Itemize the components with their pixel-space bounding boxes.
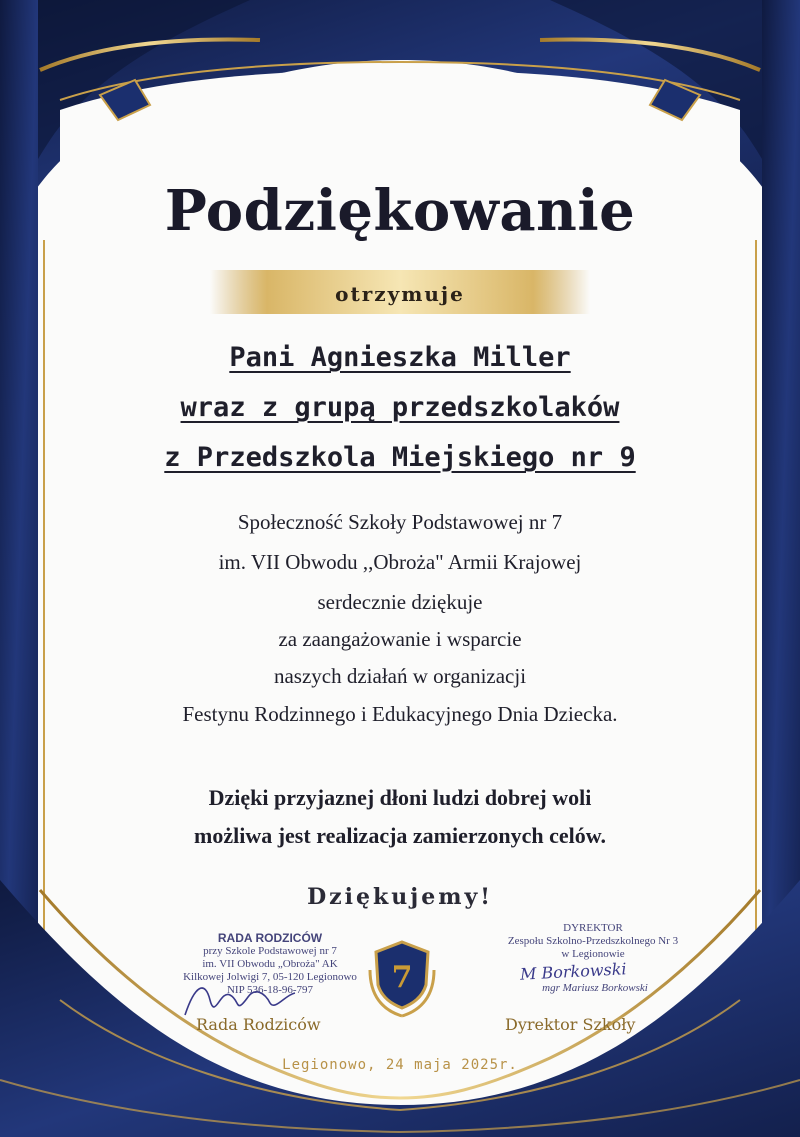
- director-stamp: [478, 922, 708, 961]
- emblem-number: 7: [391, 960, 413, 995]
- recipient-line-2: wraz z grupą przedszkolaków: [180, 392, 620, 423]
- body-line-2: im. VII Obwodu ,,Obroża" Armii Krajowej: [218, 550, 582, 574]
- body-line-5: naszych działań w organizacji: [273, 664, 527, 688]
- recipient-line-1: Pani Agnieszka Miller: [229, 342, 571, 373]
- signature-label-right: Dyrektor Szkoły: [505, 1015, 636, 1034]
- stamp-line: NIP 536-18-96-797: [226, 984, 314, 996]
- body-line-4: za zaangażowanie i wsparcie: [278, 627, 522, 651]
- body-line-3: serdecznie dziękuje: [317, 590, 483, 614]
- body-line-1: Społeczność Szkoły Podstawowej nr 7: [237, 510, 563, 534]
- stamp-title: RADA RODZICÓW: [217, 931, 323, 945]
- stamp-line: DYREKTOR: [563, 922, 623, 934]
- body-line-6: Festynu Rodzinnego i Edukacyjnego Dnia Dziecka.: [182, 702, 618, 726]
- stamp-line: Zespołu Szkolno-Przedszkolnego Nr 3: [507, 935, 679, 947]
- page-title: Podziękowanie: [164, 178, 636, 244]
- signature-label-left: Rada Rodziców: [196, 1015, 321, 1034]
- director-name: mgr Mariusz Borkowski: [542, 982, 648, 994]
- closing-line-1: Dzięki przyjaznej dłoni ludzi dobrej woli: [208, 785, 592, 810]
- stamp-line: przy Szkole Podstawowej nr 7: [203, 945, 337, 957]
- stamp-line: w Legionowie: [561, 948, 625, 960]
- place-date: Legionowo, 24 maja 2025r.: [282, 1057, 518, 1073]
- director-handwritten-signature: M Borkowski: [519, 959, 627, 984]
- stamp-line: Kilkowej Jolwigi 7, 05-120 Legionowo: [183, 971, 357, 983]
- recipient-line-3: z Przedszkola Miejskiego nr 9: [164, 442, 636, 473]
- thanks-heading: Dziękujemy!: [307, 884, 493, 910]
- stamp-line: im. VII Obwodu „Obroża" AK: [202, 958, 338, 970]
- closing-line-2: możliwa jest realizacja zamierzonych celów.: [194, 823, 606, 848]
- school-emblem: [362, 930, 442, 1020]
- ribbon-label: otrzymuje: [335, 282, 465, 306]
